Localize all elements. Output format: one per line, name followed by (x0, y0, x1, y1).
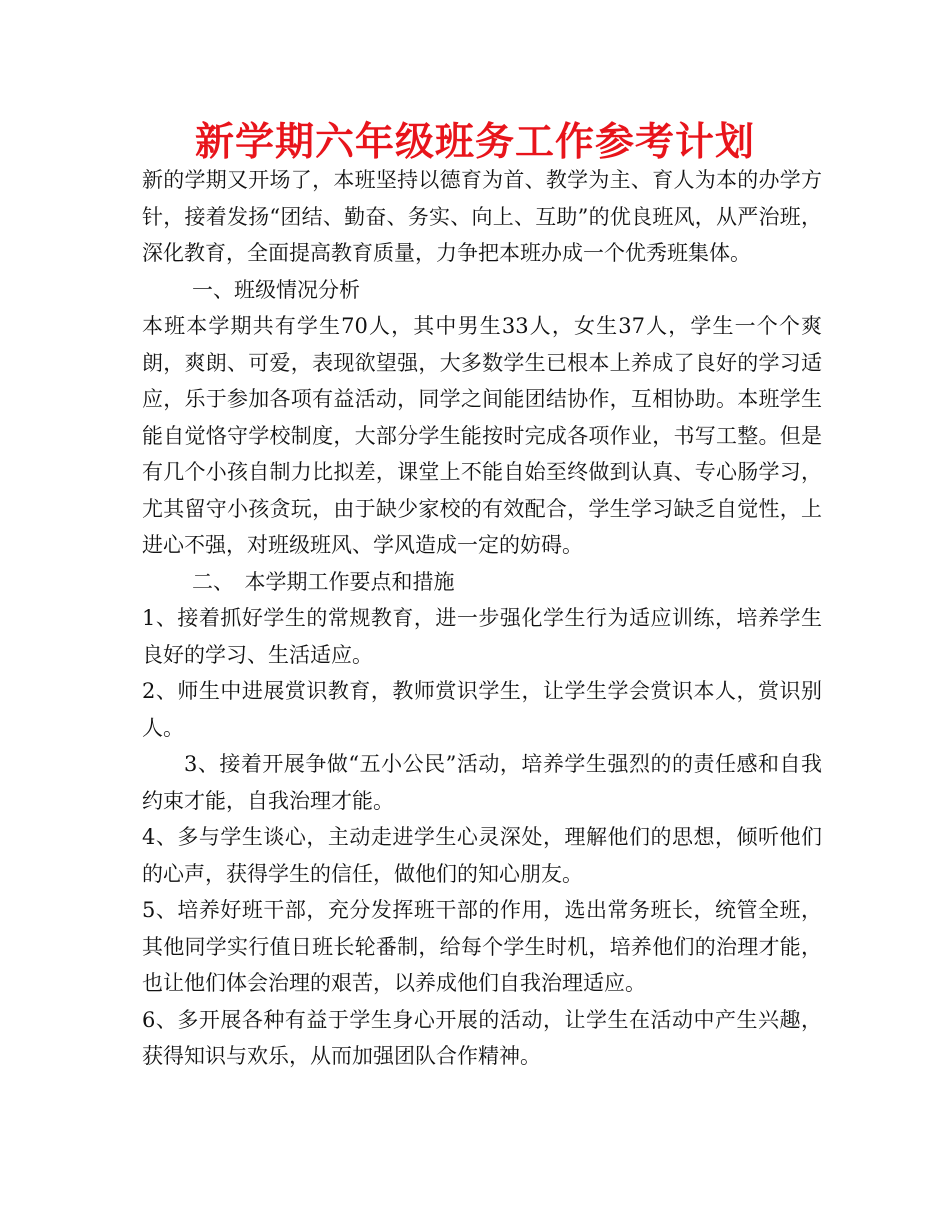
list-item: 6、多开展各种有益于学生身心开展的活动，让学生在活动中产生兴趣，获得知识与欢乐，从而加强团队合作精神。 (142, 1007, 822, 1068)
document-body (142, 162, 822, 1075)
list-item: 4、多与学生谈心，主动走进学生心灵深处，理解他们的思想，倾听他们的心声，获得学生的信任，做他们的知心朋友。 (142, 825, 822, 886)
section-heading-work-points: 二、 本学期工作要点和措施 (192, 569, 455, 594)
list-item: 3、接着开展争做“五小公民”活动，培养学生强烈的的责任感和自我约束才能，自我治理才能。 (142, 752, 822, 813)
list-item: 1、接着抓好学生的常规教育，进一步强化学生行为适应训练，培养学生良好的学习、生活适应。 (142, 606, 822, 667)
list-item: 5、培养好班干部，充分发挥班干部的作用，选出常务班长，统管全班，其他同学实行值日班长轮番制，给每个学生时机，培养他们的治理才能，也让他们体会治理的艰苦，以养成他们自我治理适应。 (142, 898, 822, 995)
list-item: 2、师生中进展赏识教育，教师赏识学生，让学生学会赏识本人，赏识别人。 (142, 679, 822, 740)
intro-paragraph: 新的学期又开场了，本班坚持以德育为首、教学为主、育人为本的办学方针，接着发扬“团结、勤奋、务实、向上、互助”的优良班风，从严治班，深化教育，全面提高教育质量，力争把本班办成一个优秀班集体。 (142, 168, 822, 265)
class-analysis-paragraph: 本班本学期共有学生70人，其中男生33人，女生37人，学生一个个爽朗，爽朗、可爱，表现欲望强，大多数学生已根本上养成了良好的学习适应，乐于参加各项有益活动，同学之间能团结协作，互相协助。本班学生能自觉恪守学校制度，大部分学生能按时完成各项作业，书写工整。但是有几个小孩自制力比拟差，课堂上不能自始至终做到认真、专心肠学习，尤其留守小孩贪玩，由于缺少家校的有效配合，学生学习缺乏自觉性，上进心不强，对班级班风、学风造成一定的妨碍。 (142, 314, 822, 557)
section-heading-class-analysis: 一、班级情况分析 (192, 277, 360, 302)
document-title: 新学期六年级班务工作参考计划 (194, 120, 755, 165)
